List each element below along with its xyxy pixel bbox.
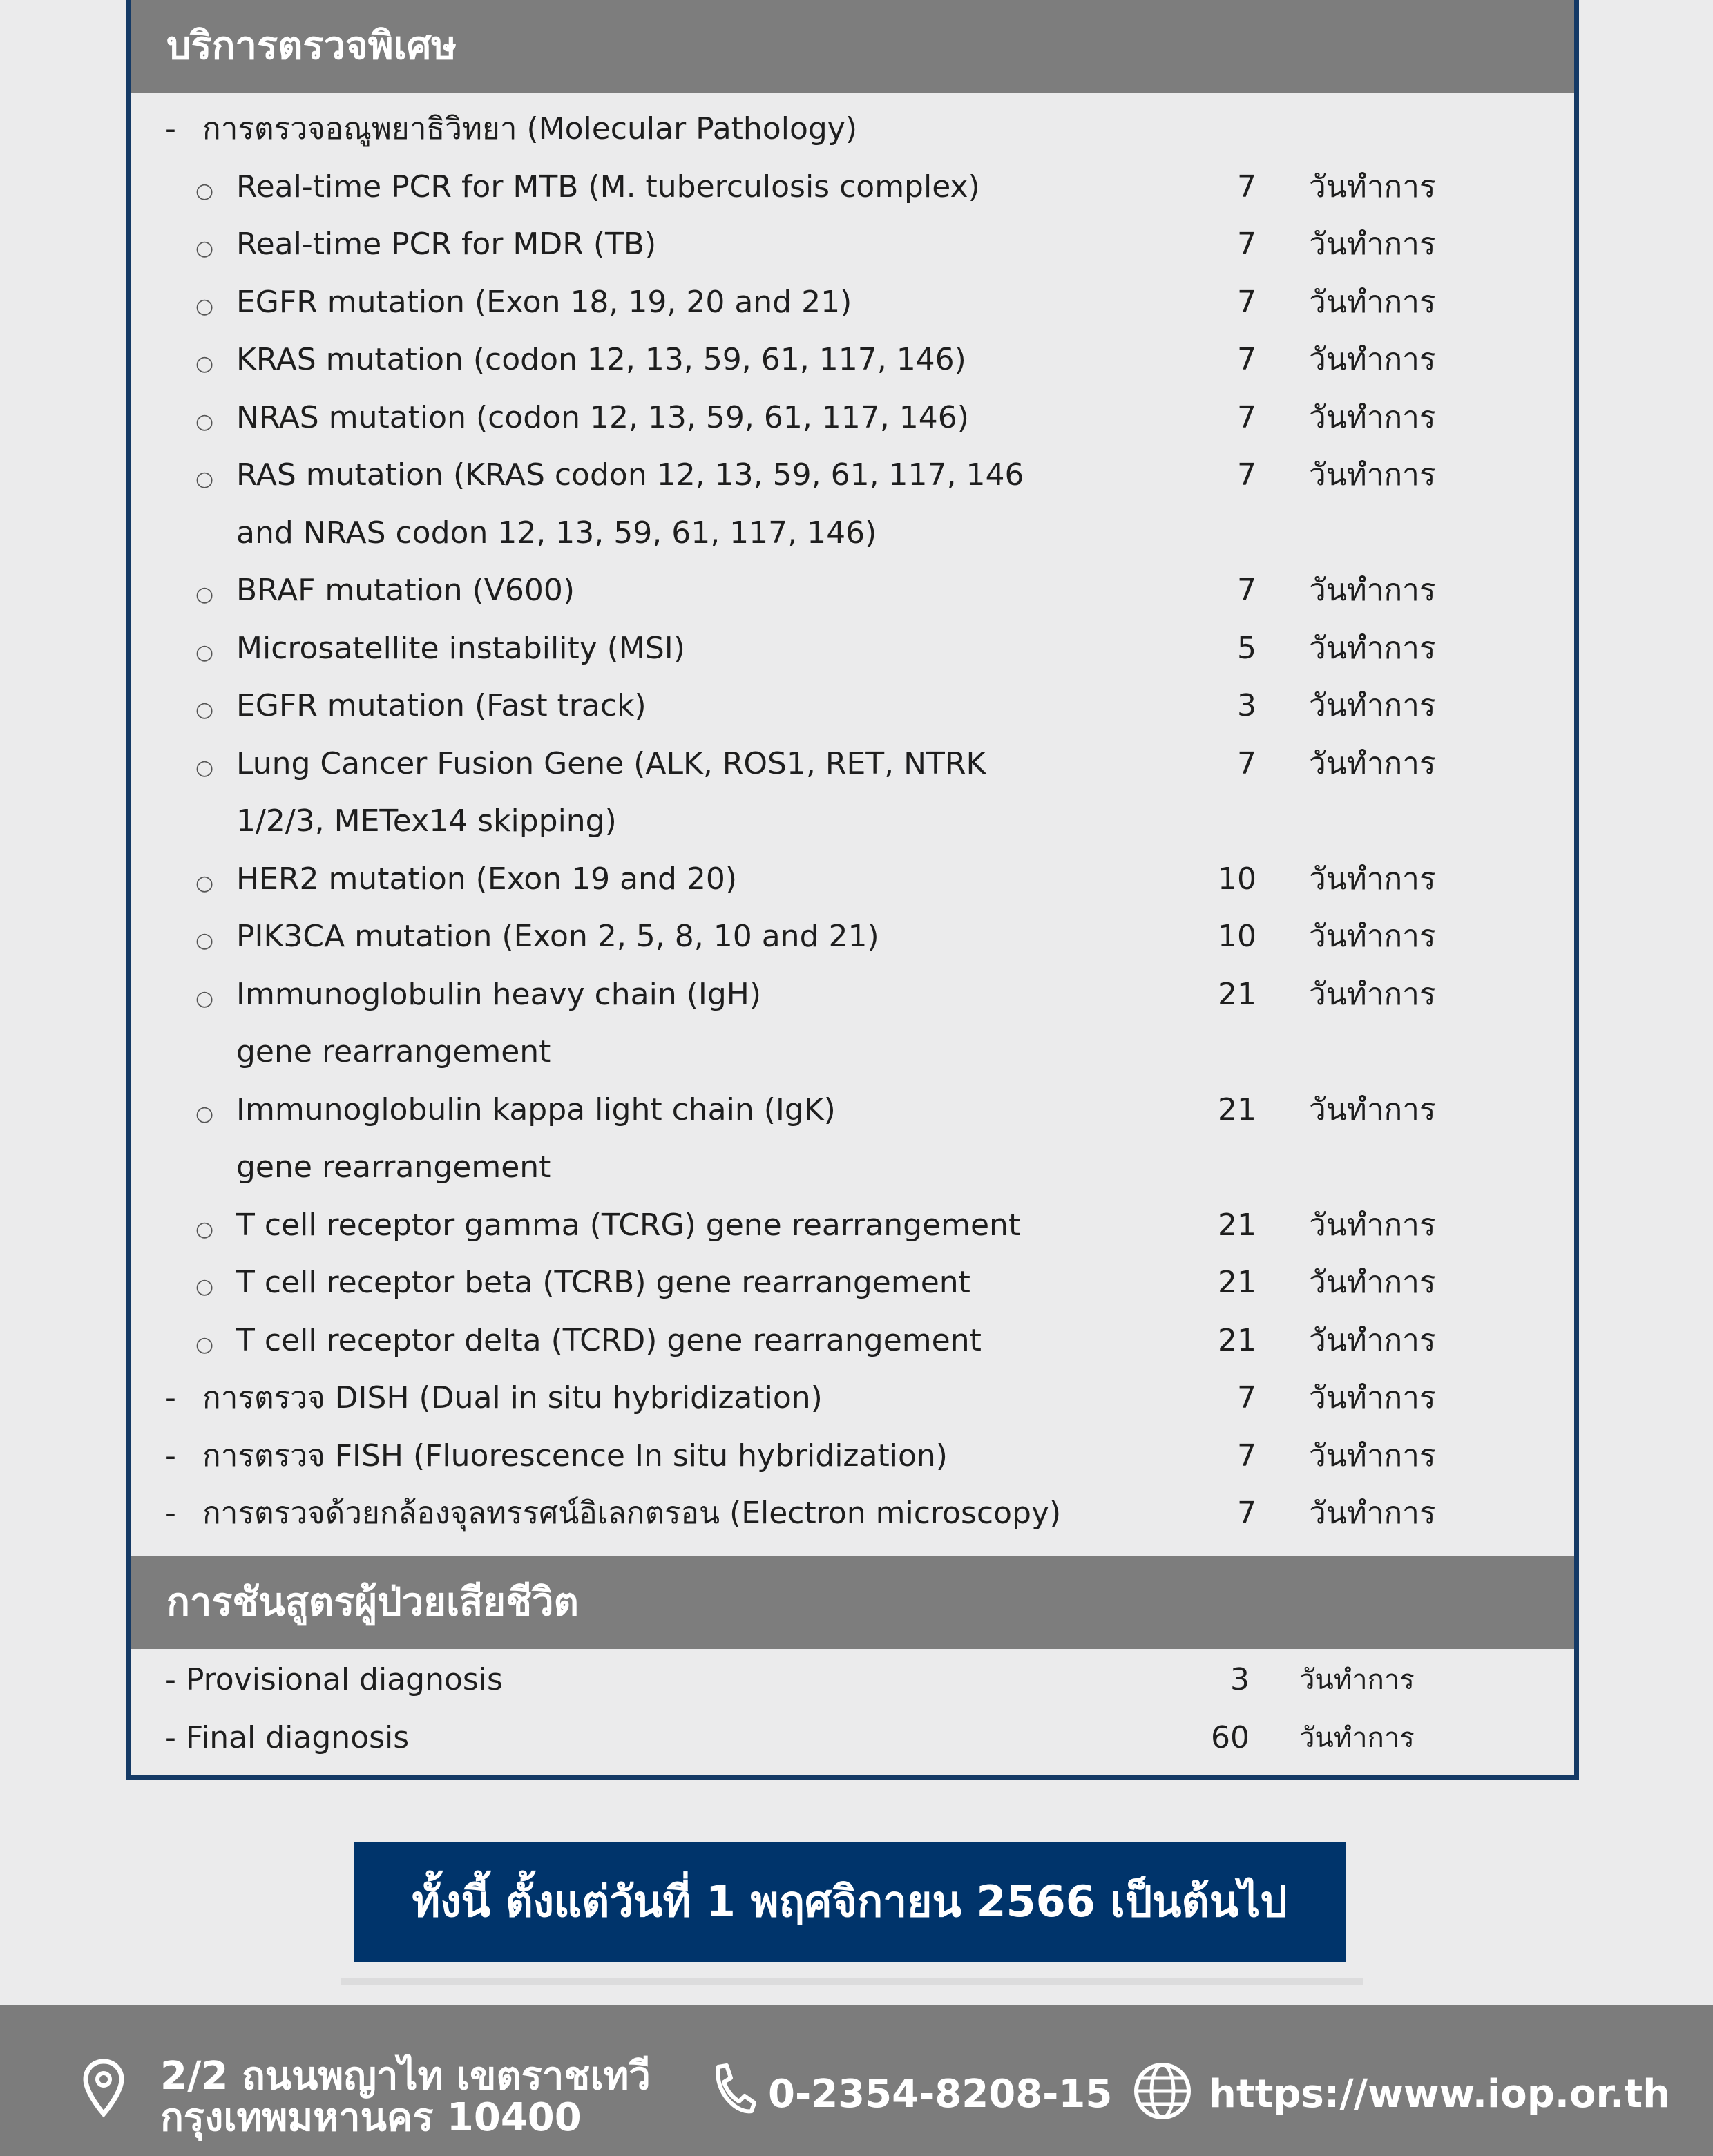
turnaround-days: 7 bbox=[1237, 1380, 1256, 1415]
autopsy-title: การชันสูตรผู้ป่วยเสียชีวิต bbox=[166, 1580, 579, 1625]
service-row bbox=[131, 216, 1574, 274]
service-name: PIK3CA mutation (Exon 2, 5, 8, 10 and 21) bbox=[236, 919, 879, 954]
turnaround-days: 21 bbox=[1218, 1265, 1256, 1300]
days-unit: วันทำการ bbox=[1299, 1664, 1415, 1696]
bullet-marker: ○ bbox=[195, 582, 214, 607]
turnaround-days: 21 bbox=[1218, 1322, 1256, 1358]
days-unit: วันทำการ bbox=[1309, 745, 1436, 781]
service-name: T cell receptor gamma (TCRG) gene rearrangement bbox=[236, 1207, 1021, 1243]
days-unit: วันทำการ bbox=[1309, 919, 1436, 954]
bullet-marker: ○ bbox=[195, 1101, 214, 1126]
service-name: การตรวจด้วยกล้องจุลทรรศน์อิเลกตรอน (Electron microscopy) bbox=[202, 1496, 1062, 1531]
contact-footer bbox=[0, 2005, 1713, 2156]
bullet-marker: ○ bbox=[195, 640, 214, 665]
bullet-marker: ○ bbox=[195, 178, 214, 203]
turnaround-days: 7 bbox=[1237, 1496, 1256, 1531]
bullet-marker: ○ bbox=[195, 755, 214, 780]
service-row bbox=[131, 1138, 1574, 1196]
turnaround-days: 7 bbox=[1237, 342, 1256, 377]
bullet-marker: ○ bbox=[195, 1275, 214, 1299]
phone-number[interactable]: 0-2354-8208-15 bbox=[768, 2072, 1113, 2117]
service-name: T cell receptor beta (TCRB) gene rearrangement bbox=[236, 1265, 970, 1300]
days-unit: วันทำการ bbox=[1309, 227, 1436, 262]
turnaround-days: 60 bbox=[1211, 1720, 1250, 1755]
dash-marker: - bbox=[165, 1380, 176, 1415]
turnaround-panel bbox=[126, 0, 1579, 1780]
service-name: gene rearrangement bbox=[236, 1149, 551, 1185]
service-row bbox=[131, 100, 1574, 158]
service-name: Real-time PCR for MTB (M. tuberculosis complex) bbox=[236, 169, 980, 204]
turnaround-days: 7 bbox=[1237, 457, 1256, 493]
bullet-marker: ○ bbox=[195, 928, 214, 953]
turnaround-days: 21 bbox=[1218, 976, 1256, 1012]
turnaround-days: 7 bbox=[1237, 227, 1256, 262]
service-row bbox=[131, 792, 1574, 850]
days-unit: วันทำการ bbox=[1309, 1496, 1436, 1531]
service-row bbox=[131, 389, 1574, 447]
service-name: gene rearrangement bbox=[236, 1034, 551, 1069]
turnaround-days: 21 bbox=[1218, 1091, 1256, 1127]
service-row bbox=[131, 620, 1574, 678]
days-unit: วันทำการ bbox=[1309, 1207, 1436, 1243]
service-name: EGFR mutation (Exon 18, 19, 20 and 21) bbox=[236, 284, 852, 320]
notice-text: ทั้งนี้ ตั้งแต่วันที่ 1 พฤศจิกายน 2566 เป็นต้นไป bbox=[412, 1876, 1288, 1927]
service-row bbox=[131, 562, 1574, 620]
service-name: Lung Cancer Fusion Gene (ALK, ROS1, RET, NTRK bbox=[236, 745, 986, 781]
service-row bbox=[131, 1485, 1574, 1543]
service-row bbox=[131, 331, 1574, 389]
service-name: T cell receptor delta (TCRD) gene rearrangement bbox=[236, 1322, 982, 1358]
service-name: การตรวจอณูพยาธิวิทยา (Molecular Pathology) bbox=[202, 111, 857, 146]
service-row bbox=[131, 446, 1574, 504]
bullet-marker: ○ bbox=[195, 352, 214, 376]
service-row bbox=[131, 274, 1574, 332]
days-unit: วันทำการ bbox=[1309, 284, 1436, 320]
turnaround-days: 7 bbox=[1237, 1438, 1256, 1473]
turnaround-days: 10 bbox=[1218, 861, 1256, 897]
service-row bbox=[131, 1023, 1574, 1081]
service-row bbox=[131, 1081, 1574, 1139]
diagnosis-name: - Provisional diagnosis bbox=[165, 1662, 503, 1697]
service-name: Microsatellite instability (MSI) bbox=[236, 630, 685, 666]
turnaround-days: 3 bbox=[1237, 688, 1256, 723]
days-unit: วันทำการ bbox=[1309, 169, 1436, 204]
service-name: and NRAS codon 12, 13, 59, 61, 117, 146) bbox=[236, 515, 877, 551]
service-name: HER2 mutation (Exon 19 and 20) bbox=[236, 861, 738, 897]
days-unit: วันทำการ bbox=[1309, 1438, 1436, 1473]
service-name: KRAS mutation (codon 12, 13, 59, 61, 117, 146) bbox=[236, 342, 966, 377]
service-row bbox=[131, 908, 1574, 966]
turnaround-days: 3 bbox=[1230, 1662, 1250, 1697]
service-name: การตรวจ FISH (Fluorescence In situ hybridization) bbox=[202, 1438, 948, 1473]
dash-marker: - bbox=[165, 1496, 176, 1531]
effective-date-notice bbox=[354, 1842, 1346, 1962]
notice-shadow bbox=[341, 1978, 1363, 1985]
turnaround-days: 7 bbox=[1237, 573, 1256, 608]
days-unit: วันทำการ bbox=[1309, 573, 1436, 608]
service-name: 1/2/3, METex14 skipping) bbox=[236, 803, 617, 839]
days-unit: วันทำการ bbox=[1309, 457, 1436, 493]
bullet-marker: ○ bbox=[195, 870, 214, 895]
globe-icon bbox=[1133, 2061, 1192, 2121]
service-name: EGFR mutation (Fast track) bbox=[236, 688, 647, 723]
turnaround-days: 7 bbox=[1237, 169, 1256, 204]
service-row bbox=[131, 1254, 1574, 1312]
autopsy-row bbox=[131, 1651, 1574, 1709]
bullet-marker: ○ bbox=[195, 236, 214, 260]
turnaround-days: 7 bbox=[1237, 284, 1256, 320]
bullet-marker: ○ bbox=[195, 294, 214, 318]
days-unit: วันทำการ bbox=[1309, 630, 1436, 666]
service-row bbox=[131, 1427, 1574, 1485]
days-unit: วันทำการ bbox=[1309, 1091, 1436, 1127]
service-name: BRAF mutation (V600) bbox=[236, 573, 575, 608]
service-row bbox=[131, 735, 1574, 793]
days-unit: วันทำการ bbox=[1309, 342, 1436, 377]
autopsy-header bbox=[131, 1556, 1574, 1649]
turnaround-days: 21 bbox=[1218, 1207, 1256, 1243]
autopsy-row bbox=[131, 1709, 1574, 1767]
website-link[interactable]: https://www.iop.or.th bbox=[1209, 2072, 1671, 2117]
bullet-marker: ○ bbox=[195, 986, 214, 1011]
service-row bbox=[131, 1312, 1574, 1370]
turnaround-days: 7 bbox=[1237, 745, 1256, 781]
turnaround-days: 7 bbox=[1237, 399, 1256, 435]
address-line1: 2/2 ถนนพญาไท เขตราชเทวี bbox=[160, 2054, 651, 2099]
special-services-header bbox=[131, 0, 1574, 93]
special-services-title: บริการตรวจพิเศษ bbox=[166, 23, 457, 68]
days-unit: วันทำการ bbox=[1309, 399, 1436, 435]
service-name: การตรวจ DISH (Dual in situ hybridization) bbox=[202, 1380, 823, 1415]
service-name: Immunoglobulin heavy chain (IgH) bbox=[236, 976, 762, 1012]
service-name: NRAS mutation (codon 12, 13, 59, 61, 117, 146) bbox=[236, 399, 969, 435]
service-row bbox=[131, 1369, 1574, 1427]
days-unit: วันทำการ bbox=[1309, 1322, 1436, 1358]
bullet-marker: ○ bbox=[195, 1332, 214, 1357]
service-row bbox=[131, 1196, 1574, 1255]
turnaround-days: 5 bbox=[1237, 630, 1256, 666]
service-name: RAS mutation (KRAS codon 12, 13, 59, 61, 117, 146 bbox=[236, 457, 1024, 493]
bullet-marker: ○ bbox=[195, 467, 214, 491]
dash-marker: - bbox=[165, 1438, 176, 1473]
service-row bbox=[131, 966, 1574, 1024]
service-row bbox=[131, 677, 1574, 735]
address-line2: กรุงเทพมหานคร 10400 bbox=[160, 2095, 582, 2140]
turnaround-days: 10 bbox=[1218, 919, 1256, 954]
location-pin-icon bbox=[82, 2059, 126, 2118]
service-name: Immunoglobulin kappa light chain (IgK) bbox=[236, 1091, 836, 1127]
bullet-marker: ○ bbox=[195, 698, 214, 722]
diagnosis-name: - Final diagnosis bbox=[165, 1720, 410, 1755]
bullet-marker: ○ bbox=[195, 1217, 214, 1241]
service-row bbox=[131, 850, 1574, 908]
service-name: Real-time PCR for MDR (TB) bbox=[236, 227, 657, 262]
phone-icon bbox=[709, 2061, 757, 2117]
days-unit: วันทำการ bbox=[1309, 976, 1436, 1012]
bullet-marker: ○ bbox=[195, 409, 214, 434]
dash-marker: - bbox=[165, 111, 176, 146]
days-unit: วันทำการ bbox=[1309, 1265, 1436, 1300]
service-row bbox=[131, 158, 1574, 216]
days-unit: วันทำการ bbox=[1309, 861, 1436, 897]
days-unit: วันทำการ bbox=[1309, 688, 1436, 723]
days-unit: วันทำการ bbox=[1299, 1722, 1415, 1754]
service-row bbox=[131, 504, 1574, 562]
days-unit: วันทำการ bbox=[1309, 1380, 1436, 1415]
